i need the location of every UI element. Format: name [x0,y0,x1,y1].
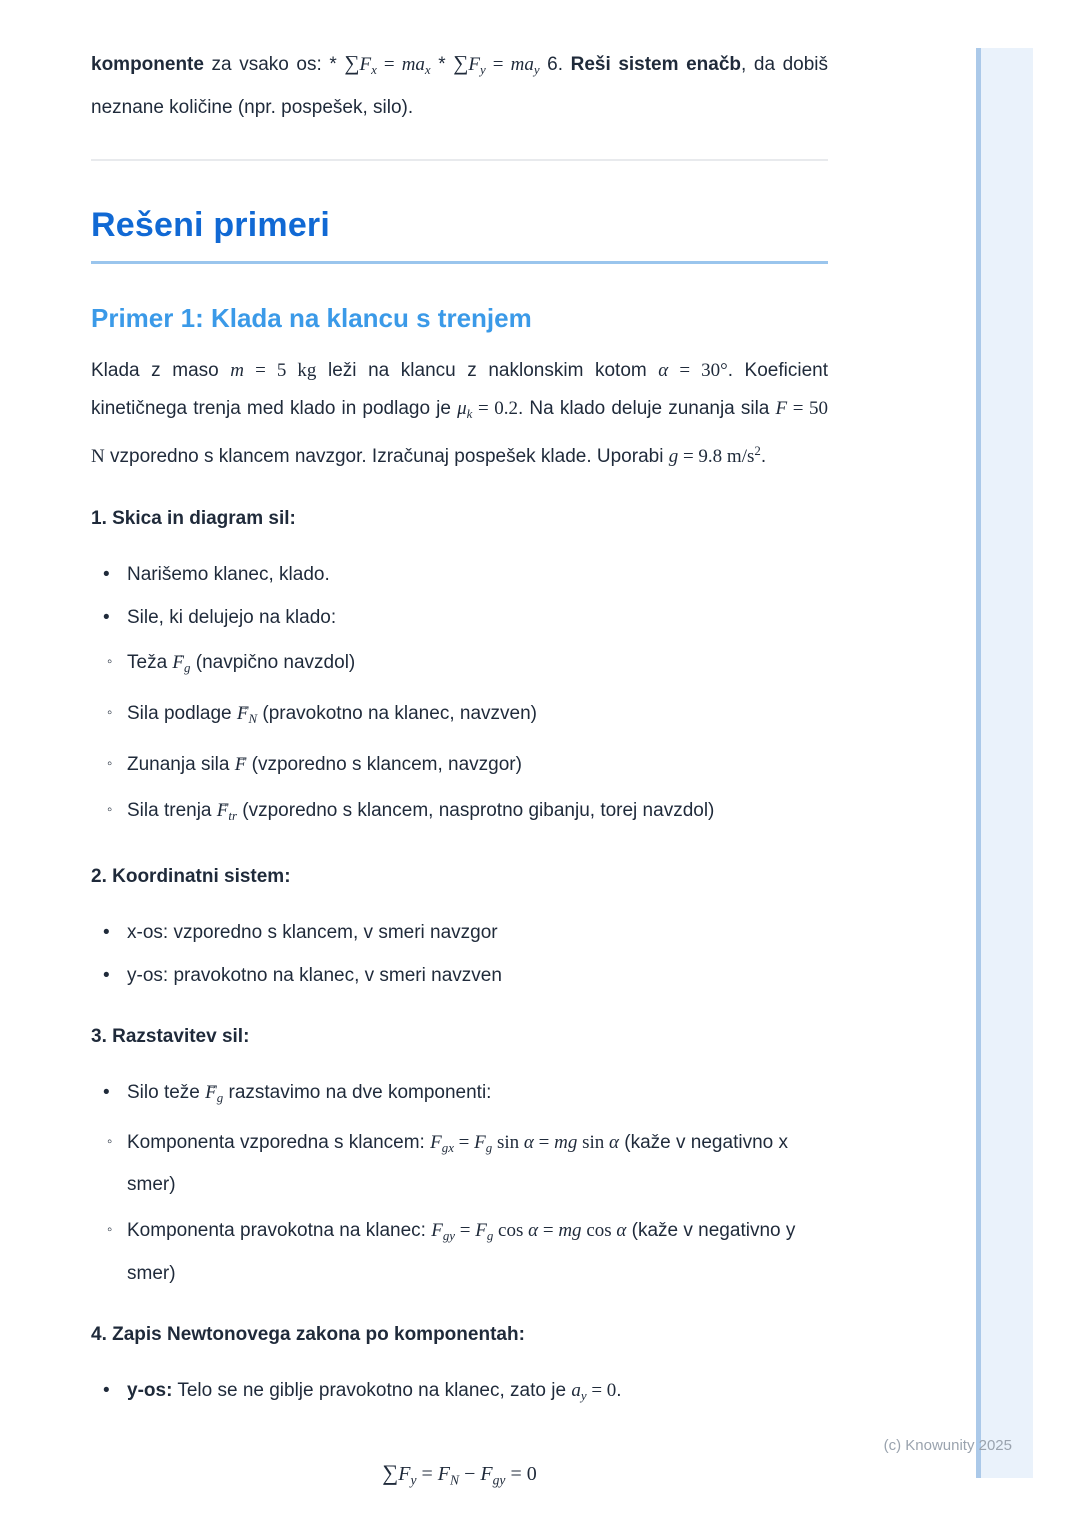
newton-y-equation [91,1456,828,1497]
text-run: = [416,1462,438,1485]
text-run: y [580,1387,587,1403]
text-run: g [216,1090,224,1106]
text-run: y-os: [127,1379,173,1401]
text-run: F [474,1132,486,1154]
text-run: Zunanja sila [127,754,235,776]
step-2-heading: 2. Koordinatni sistem: [91,866,291,888]
list-item [91,1372,828,1414]
list-item [61,695,828,737]
step-4-list [91,1372,828,1414]
text-run: = 0.2 [472,397,519,419]
text-run: tr [228,808,237,824]
text-run: 2 [754,443,761,459]
list-item [61,1212,828,1291]
text-run: ∑ [453,51,469,75]
text-run: vzporedno s klancem navzgor. Izračunaj pospešek klade. Uporabi [104,446,669,468]
text-run: gy [492,1472,506,1488]
text-run: Silo teže [127,1082,206,1104]
text-run: α [609,1132,619,1154]
text-run: = [533,1132,555,1154]
problem-statement [91,352,828,476]
list-item [91,556,828,593]
text-run: 6. [539,54,571,75]
text-run: Sila podlage [127,702,237,724]
list-item [61,1124,828,1203]
bullet-icon: • [103,606,110,628]
text-run: za vsako os: * [203,54,345,75]
list-item [91,914,828,951]
text-run: (vzporedno s klancem, navzgor) [246,754,522,776]
text-run: ∑ [382,1459,399,1485]
text-run: sin [492,1132,524,1154]
text-run: α [658,360,669,382]
page-title: Rešeni primeri [91,206,331,245]
text-run: = 30° [668,360,728,382]
list-item [91,957,828,994]
text-run: (pravokotno na klanec, navzven) [257,702,537,724]
right-margin-bar [976,48,1033,1478]
text-run: → F [205,1074,217,1111]
text-run: Reši sistem enačb [570,54,742,75]
text-run: komponente [91,54,204,75]
text-run: → F [235,746,247,783]
bullet-icon: • [103,563,110,585]
text-run: = [485,54,511,75]
text-run: (navpično navzdol) [190,651,356,673]
text-run: gy [442,1228,456,1244]
text-run: N [450,1472,460,1488]
text-run: F [430,1132,442,1154]
text-run: μ [457,397,467,419]
text-run: = 50 N [91,397,829,468]
text-run: − [459,1462,481,1485]
text-run: = 9.8 m/s [678,446,755,468]
text-run: (kaže v negativno y smer) [127,1220,796,1284]
text-run: mg [558,1220,582,1242]
components-sublist [61,1124,828,1291]
text-run: = 0 [586,1379,617,1401]
text-run: . [616,1379,622,1401]
text-run: cos [581,1220,617,1242]
text-run: = [455,1220,476,1242]
text-run: → F [172,644,184,681]
list-item-text [127,754,522,775]
text-run: → F [237,695,249,732]
text-run: leži na klancu z naklonskim kotom [316,360,659,382]
step-3-heading: 3. Razstavitev sil: [91,1026,250,1048]
step-1-list [91,556,828,834]
example-1-heading: Primer 1: Klada na klancu s trenjem [91,303,532,334]
list-item-text [127,702,537,727]
list-item-text [127,1132,788,1195]
text-run: g [485,1140,493,1156]
list-item-text [127,1380,622,1401]
text-run: (vzporedno s klancem, nasprotno gibanju, torej navzdol) [237,800,715,822]
bullet-icon: • [103,965,110,987]
copyright-footer: (c) Knowunity 2025 [883,1437,1012,1454]
list-item [61,644,828,686]
circle-bullet-icon: ◦ [107,801,113,819]
title-underline [91,261,828,264]
text-run: = [376,54,402,75]
list-item-text [127,800,715,824]
circle-bullet-icon: ◦ [107,703,113,721]
text-run: α [528,1220,539,1242]
bullet-icon: • [103,1379,110,1401]
text-run: m [230,360,245,382]
text-run: Komponenta pravokotna na klanec: [127,1220,432,1242]
circle-bullet-icon: ◦ [107,652,113,670]
text-run: g [184,659,191,675]
text-run: = [453,1132,475,1154]
text-run: sin [577,1132,610,1154]
list-item-text [127,922,498,943]
text-run: cos [493,1220,529,1242]
text-run: razstavimo na dve komponenti: [223,1082,492,1104]
text-run: (kaže v negativno x smer) [127,1132,788,1196]
list-item-text [127,652,355,673]
forces-sublist [61,644,828,834]
text-run: = 5 kg [244,360,317,382]
text-run: = 0 [505,1462,537,1485]
text-run: F [431,1220,443,1242]
circle-bullet-icon: ◦ [107,1133,113,1151]
list-item-text [127,1220,795,1283]
document-content [91,0,828,1497]
text-run: x [424,62,431,78]
step-3-list [91,1074,828,1291]
text-run: Teža [127,651,173,673]
section-divider [91,159,828,161]
text-run: Klada z maso [91,360,231,382]
bullet-icon: • [103,1082,110,1104]
text-run: ∑ [344,51,360,75]
text-run: . Koeficient kinetičnega trenja med klado in podlago je [91,360,828,419]
text-run: y [480,62,486,78]
text-run: g [668,446,679,468]
text-run: ma [401,54,425,75]
text-run: F [775,397,788,419]
text-run: x [371,62,377,78]
step-4-heading: 4. Zapis Newtonovega zakona po komponentah: [91,1323,525,1345]
text-run: F [480,1462,493,1485]
text-run: x-os: vzporedno s klancem, v smeri navzgor [127,922,498,944]
text-run: α [616,1220,627,1242]
text-run: F [437,1462,451,1485]
list-item-text [127,965,502,986]
text-run: F [359,54,372,75]
text-run: Narišemo klanec, klado. [127,563,330,585]
text-run: y [410,1472,417,1488]
list-item-text [127,1082,492,1106]
text-run: → F [217,792,229,829]
text-run: Sile, ki delujejo na klado: [127,606,337,628]
text-run: , da dobiš neznane količine (npr. pospešek, silo). [91,54,829,119]
list-item [91,1074,828,1291]
text-run: gx [441,1140,454,1156]
text-run: . [760,446,767,468]
text-run: mg [554,1132,578,1154]
text-run: y-os: pravokotno na klanec, v smeri navzven [127,965,502,987]
text-run: = [538,1220,559,1242]
intro-paragraph [91,44,828,127]
step-2-list [91,914,828,994]
text-run: Telo se ne giblje pravokotno na klanec, zato je [172,1379,572,1401]
text-run: y [533,62,540,78]
list-item [61,746,828,783]
text-run: F [398,1462,411,1485]
list-item [61,792,828,834]
list-item [91,599,828,834]
text-run: . Na klado deluje zunanja sila [518,397,776,419]
text-run: a [571,1379,581,1401]
circle-bullet-icon: ◦ [107,755,113,773]
text-run: * [430,54,454,75]
text-run: g [486,1228,494,1244]
text-run: F [468,54,481,75]
text-run: ma [510,54,534,75]
text-run: N [248,711,258,727]
text-run: k [466,405,473,421]
bullet-icon: • [103,922,110,944]
step-1-heading: 1. Skica in diagram sil: [91,507,296,529]
text-run: Komponenta vzporedna s klancem: [127,1132,431,1154]
list-item-text [127,607,336,628]
text-run: α [523,1132,534,1154]
text-run: Sila trenja [127,800,217,822]
list-item-text [127,564,330,585]
circle-bullet-icon: ◦ [107,1221,113,1239]
text-run: F [475,1220,487,1242]
